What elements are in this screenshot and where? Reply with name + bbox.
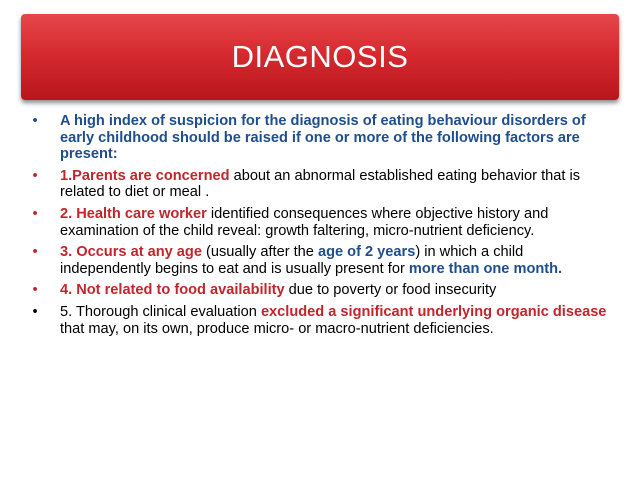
bullet-text: due to poverty or food insecurity bbox=[284, 282, 497, 299]
bullet-health-care-worker bbox=[26, 206, 611, 239]
bullet-text: ) in which a child independently begins to eat and is usually present for bbox=[60, 244, 524, 277]
bullet-highlight: 2. Health care worker bbox=[60, 205, 207, 222]
bullet-text: (usually after the bbox=[201, 244, 318, 261]
bullet-text: 5. Thorough clinical evaluation bbox=[60, 303, 261, 320]
bullet-text: that may, on its own, produce micro- or macro-nutrient deficiencies. bbox=[60, 320, 494, 337]
bullet-text: A high index of suspicion for the diagnosis of eating behaviour disorders of early childhood should be raised if one or more of the following factors are present: bbox=[60, 113, 586, 163]
bullet-marker: • bbox=[32, 167, 38, 184]
bullet-suspicion bbox=[26, 113, 611, 163]
bullet-highlight: 1.Parents are concerned bbox=[60, 167, 230, 184]
bullet-marker: • bbox=[32, 113, 38, 129]
bullet-highlight: 4. Not related to food availability bbox=[60, 282, 285, 299]
bullet-marker: • bbox=[32, 282, 38, 299]
bullet-marker: • bbox=[32, 244, 38, 261]
bullet-marker: • bbox=[32, 303, 38, 320]
slide-title: DIAGNOSIS bbox=[231, 39, 409, 74]
bullet-highlight-age: age of 2 years bbox=[317, 244, 416, 261]
bullet-highlight-duration: more than one month. bbox=[408, 260, 563, 277]
bullet-marker: • bbox=[32, 205, 38, 222]
bullet-clinical-evaluation bbox=[26, 304, 611, 337]
bullet-text: about an abnormal established eating behavior that is related to diet or meal . bbox=[60, 167, 581, 201]
bullet-highlight: 3. Occurs at any age bbox=[60, 244, 202, 261]
bullet-highlight: excluded a significant underlying organic disease bbox=[260, 303, 607, 320]
bullet-food-availability bbox=[26, 282, 611, 299]
title-bar bbox=[21, 14, 619, 100]
bullet-occurs-any-age bbox=[26, 244, 611, 277]
bullet-parents-concerned bbox=[26, 168, 611, 201]
bullet-list bbox=[26, 113, 611, 342]
bullet-text: identified consequences where objective history and examination of the child reveal: growth faltering, micro-nutrient deficiency. bbox=[60, 205, 549, 239]
